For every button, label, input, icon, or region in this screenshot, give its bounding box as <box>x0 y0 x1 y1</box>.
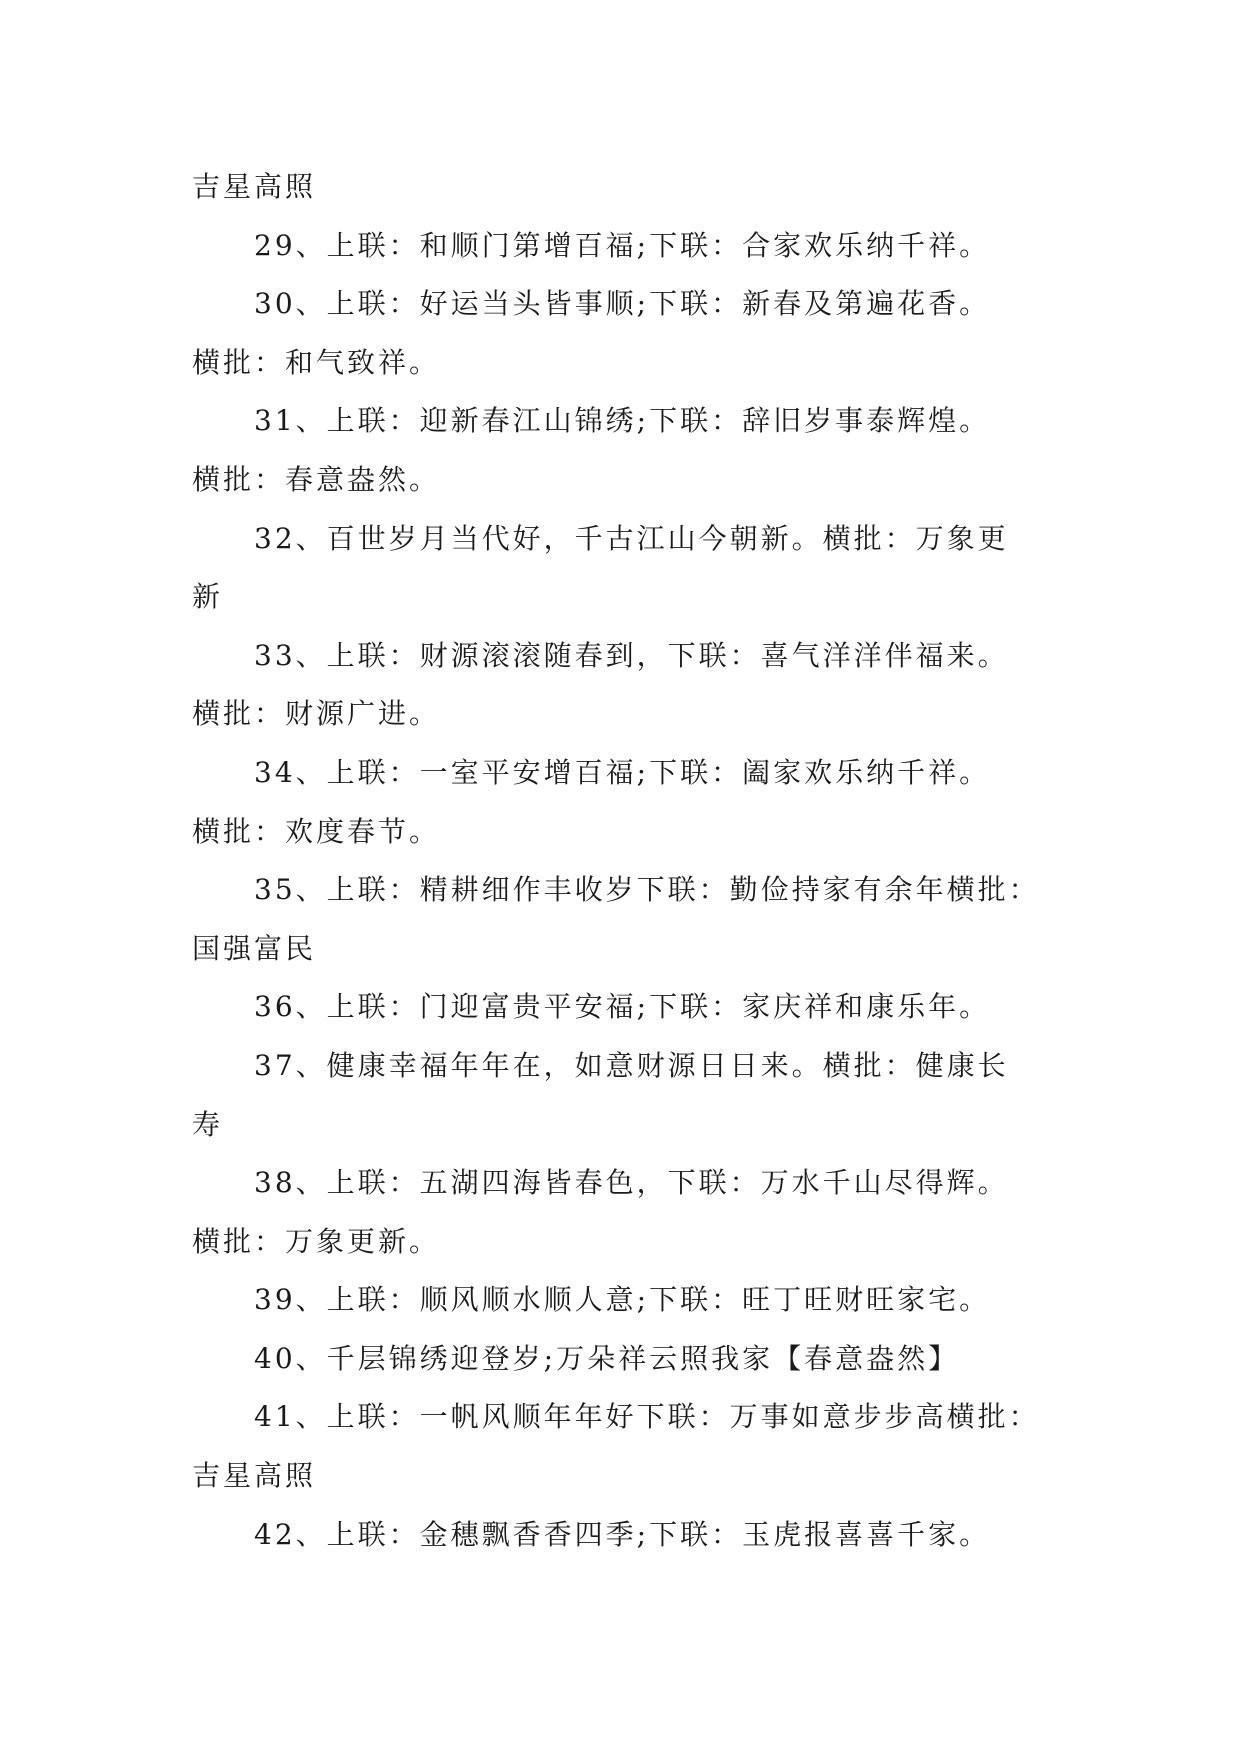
text-line: 35、上联：精耕细作丰收岁下联：勤俭持家有余年横批： <box>254 873 1040 907</box>
text-line: 横批：春意盎然。 <box>192 462 441 496</box>
text-line: 29、上联：和顺门第增百福;下联：合家欢乐纳千祥。 <box>254 228 991 262</box>
document-body <box>192 158 1092 1564</box>
text-line: 32、百世岁月当代好，千古江山今朝新。横批：万象更 <box>254 521 1009 555</box>
text-line: 横批：和气致祥。 <box>192 345 441 379</box>
text-line: 31、上联：迎新春江山锦绣;下联：辞旧岁事泰辉煌。 <box>254 404 991 438</box>
text-line: 36、上联：门迎富贵平安福;下联：家庆祥和康乐年。 <box>254 990 991 1024</box>
text-line: 吉星高照 <box>192 170 317 203</box>
text-line: 横批：万象更新。 <box>192 1224 441 1258</box>
text-line: 41、上联：一帆风顺年年好下联：万事如意步步高横批： <box>254 1400 1040 1434</box>
text-line: 新 <box>192 580 224 614</box>
text-line: 吉星高照 <box>192 1459 317 1493</box>
text-line: 34、上联：一室平安增百福;下联：阖家欢乐纳千祥。 <box>254 755 991 789</box>
text-line: 33、上联：财源滚滚随春到，下联：喜气洋洋伴福来。 <box>254 638 1009 672</box>
text-line: 寿 <box>192 1107 224 1141</box>
text-line: 37、健康幸福年年在，如意财源日日来。横批：健康长 <box>254 1048 1009 1082</box>
text-line: 38、上联：五湖四海皆春色，下联：万水千山尽得辉。 <box>254 1166 1009 1200</box>
text-line: 国强富民 <box>192 931 317 965</box>
text-line: 39、上联：顺风顺水顺人意;下联：旺丁旺财旺家宅。 <box>254 1283 991 1317</box>
text-line: 横批：欢度春节。 <box>192 814 441 848</box>
text-line: 30、上联：好运当头皆事顺;下联：新春及第遍花香。 <box>254 287 991 321</box>
text-line: 42、上联：金穗飘香香四季;下联：玉虎报喜喜千家。 <box>254 1517 991 1551</box>
text-line: 40、千层锦绣迎登岁;万朵祥云照我家【春意盎然】 <box>254 1341 960 1375</box>
text-line: 横批：财源广进。 <box>192 697 441 731</box>
